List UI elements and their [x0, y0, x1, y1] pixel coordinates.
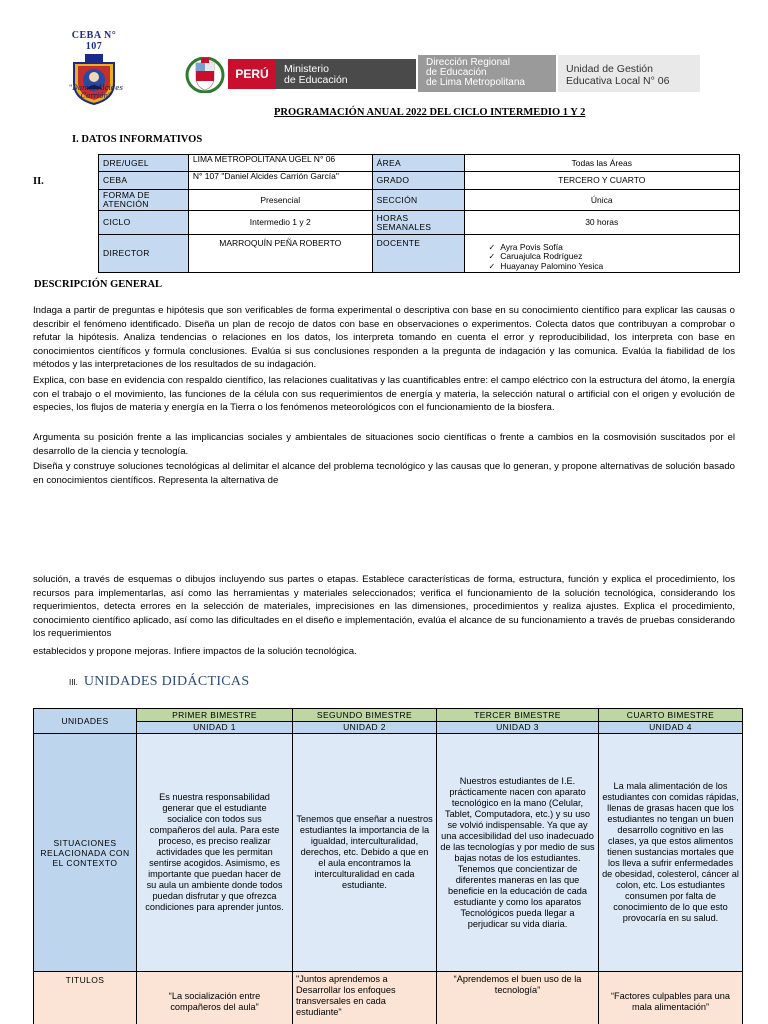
units-table [33, 708, 743, 1024]
direccion-regional-label [418, 55, 556, 92]
ciclo-label: CICLO [99, 211, 189, 235]
horas-value: 30 horas [464, 211, 740, 235]
bimestre-header: TERCER BIMESTRE [437, 709, 599, 722]
info-row [99, 211, 740, 235]
docentes-list [469, 243, 736, 272]
section-number-ii: II. [33, 176, 44, 187]
docente-item: ✓ Caruajulca Rodríguez [489, 252, 736, 262]
ministerio-line1: Ministerio [284, 63, 329, 75]
dre-value: LIMA METROPOLITANA UGEL N° 06 [188, 155, 372, 172]
direccion-line3: de Lima Metropolitana [426, 77, 525, 88]
unidad-header: UNIDAD 2 [293, 722, 437, 734]
descripcion-paragraph: Explica, con base en evidencia con respaldo científico, las relaciones cualitativas y las cuantificables entre: el campo eléctrico con la estructura del átomo, la energía con el trabajo o el movimiento, las funciones de la célula con sus requerimientos de energía y materia, la selección natural o artificial con el origen y evolución de especies, los flujos de materia y energía en la Tierra o los fenómenos meteorológicos con el funcionamiento de la biosfera. [33, 375, 735, 414]
ceba-logo-title: CEBA N° 107 [71, 30, 117, 52]
forma-atencion-label: FORMA DE ATENCIÓN [99, 190, 189, 211]
area-value: Todas las Áreas [464, 155, 740, 172]
titulo-cell: “Aprendemos el buen uso de la tecnología” [437, 972, 599, 1024]
forma-atencion-value: Presencial [188, 190, 372, 211]
table-row [34, 722, 743, 734]
bimestre-header: PRIMER BIMESTRE [137, 709, 293, 722]
peru-label: PERÚ [228, 59, 276, 89]
info-row [99, 155, 740, 172]
table-row [34, 734, 743, 972]
situacion-cell: La mala alimentación de los estudiantes con comidas rápidas, llenas de grasas hacen que los estudiantes no tengan un buen desarrollo cognitivo en las clases, ya que estos alimentos tienen sustancias mortales que los lleva a sufrir enfermedades de obesidad, colesterol, cáncer al colon, etc. Los estudiantes consumen por falta de conocimiento de lo que esto provocaría en su salud. [599, 734, 743, 972]
ciclo-value: Intermedio 1 y 2 [188, 211, 372, 235]
seccion-label: SECCIÓN [372, 190, 464, 211]
titulo-cell: “La socialización entre compañeros del aula” [137, 972, 293, 1024]
horas-label: HORAS SEMANALES [372, 211, 464, 235]
ugel-line2: Educativa Local N° 06 [566, 75, 670, 87]
titulo-cell: "Juntos aprendemos a Desarrollar los enfoques transversales en cada estudiante" [293, 972, 437, 1024]
situacion-cell: Tenemos que enseñar a nuestros estudiantes la importancia de la igualdad, interculturalidad, derechos, etc. Debido a que en el aula encontramos la interculturalidad en cada estudiante. [293, 734, 437, 972]
situacion-cell: Nuestros estudiantes de I.E. prácticamente nacen con aparato tecnológico en la mano (Celular, Tablet, Computadora, etc.) y su uso se volvió indispensable. Ya que ay una accesibilidad del uso inadecuado de las tecnologías y por medio de sus bajas notas de los estudiantes. Tenemos que concientizar de diferentes maneras en las que beneficie en la educación de cada estudiante y como los aparatos Tecnológicos pueda llegar a perjudicar su vida diaria. [437, 734, 599, 972]
docente-item: ✓ Ayra Povis Sofía [489, 243, 736, 253]
director-label: DIRECTOR [99, 235, 189, 273]
peru-coat-of-arms-icon [184, 57, 226, 93]
ugel-label [558, 55, 700, 92]
unidades-header: UNIDADES [34, 709, 137, 734]
director-value: MARROQUÍN PEÑA ROBERTO [188, 235, 372, 273]
table-row [34, 972, 743, 1024]
section-datos-informativos: I. DATOS INFORMATIVOS [72, 134, 203, 145]
unidad-header: UNIDAD 4 [599, 722, 743, 734]
ugel-line1: Unidad de Gestión [566, 63, 653, 75]
descripcion-paragraph: Argumenta su posición frente a las implicancias sociales y ambientales de situaciones socio científicas o frente a cambios en la cosmovisión suscitados por el desarrollo de la ciencia y tecnología. [33, 432, 735, 457]
ministerio-line2: de Educación [284, 74, 348, 86]
grado-value: TERCERO Y CUARTO [464, 172, 740, 190]
section-unidades-didacticas [69, 674, 249, 690]
area-label: ÁREA [372, 155, 464, 172]
ministerio-label [276, 59, 416, 89]
docentes-cell [464, 235, 740, 273]
ceba-value: N° 107 "Daniel Alcides Carrión García" [188, 172, 372, 190]
info-table [98, 154, 740, 273]
descripcion-paragraph: solución, a través de esquemas o dibujos incluyendo sus partes o etapas. Establece características de forma, estructura, función y explica el procedimiento, los recursos para implementarlas, así como las herramientas y materiales seleccionados; verifica el funcionamiento de la solución tecnológica, considerando los requerimientos, detecta errores en la selección de materiales, imprecisiones en las dimensiones, procedimientos y realiza ajustes. Explica el procedimiento, conocimiento científico aplicado, así como las dificultades en el diseño e implementación, evalúa el alcance de su funcionamiento a través de pruebas considerando los requerimientos [33, 574, 735, 640]
docente-item: ✓ Huayanay Palomino Yesica [489, 262, 736, 272]
situacion-cell: Es nuestra responsabilidad generar que el estudiante socialice con todos sus compañeros del aula. Para este proceso, es preciso realizar actividades que les permitan sentirse acogidos. Asimismo, es importante que puedan hacer de su aula un ambiente donde todos puedan disfrutar y que ofrezca condiciones para aprender juntos. [137, 734, 293, 972]
info-row [99, 190, 740, 211]
section-title: UNIDADES DIDÁCTICAS [83, 674, 250, 689]
titulo-cell: “Factores culpables para una mala alimentación” [599, 972, 743, 1024]
section-number-iii: III. [69, 678, 78, 687]
unidad-header: UNIDAD 1 [137, 722, 293, 734]
docente-label: DOCENTE [372, 235, 464, 273]
info-row [99, 172, 740, 190]
descripcion-general-title: DESCRIPCIÓN GENERAL [34, 279, 163, 290]
ceba-label: CEBA [99, 172, 189, 190]
dre-label: DRE/UGEL [99, 155, 189, 172]
table-row [34, 709, 743, 722]
page-title: PROGRAMACIÓN ANUAL 2022 DEL CICLO INTERMEDIO 1 Y 2 [274, 107, 586, 118]
titulos-label: TITULOS [34, 972, 137, 1024]
bimestre-header: CUARTO BIMESTRE [599, 709, 743, 722]
unidad-header: UNIDAD 3 [437, 722, 599, 734]
bimestre-header: SEGUNDO BIMESTRE [293, 709, 437, 722]
info-row [99, 235, 740, 273]
descripcion-paragraph: establecidos y propone mejoras. Infiere impactos de la solución tecnológica. [33, 646, 357, 657]
descripcion-paragraph: Indaga a partir de preguntas e hipótesis que son verificables de forma experimental o descriptiva con base en su conocimiento científico para explicar las causas o describir el fenómeno identificado. Diseña un plan de recojo de datos con base en observaciones o experimentos. Colecta datos que contribuyan a comprobar o refutar la hipótesis. Analiza tendencias o relaciones en los datos, los interpreta tomando en cuenta el error y reproducibilidad, los interpreta con base en conocimientos científicos y formula conclusiones. Evalúa si sus conclusiones responden a la pregunta de indagación y las comunica. Evalúa la fiabilidad de los métodos y las interpretaciones de los resultados de su indagación. [33, 305, 735, 371]
descripcion-paragraph: Diseña y construye soluciones tecnológicas al delimitar el alcance del problema tecnológico y las causas que lo generan, y propone alternativas de solución basado en conocimientos científicos. Representa la alternativa de [33, 461, 735, 486]
grado-label: GRADO [372, 172, 464, 190]
direccion-line2: de Educación [426, 67, 487, 78]
direccion-line1: Dirección Regional [426, 57, 510, 68]
ceba-logo-caption: "Daniel Alcides Carrión" [68, 84, 124, 100]
situaciones-label: SITUACIONES RELACIONADA CON EL CONTEXTO [34, 734, 137, 972]
seccion-value: Única [464, 190, 740, 211]
